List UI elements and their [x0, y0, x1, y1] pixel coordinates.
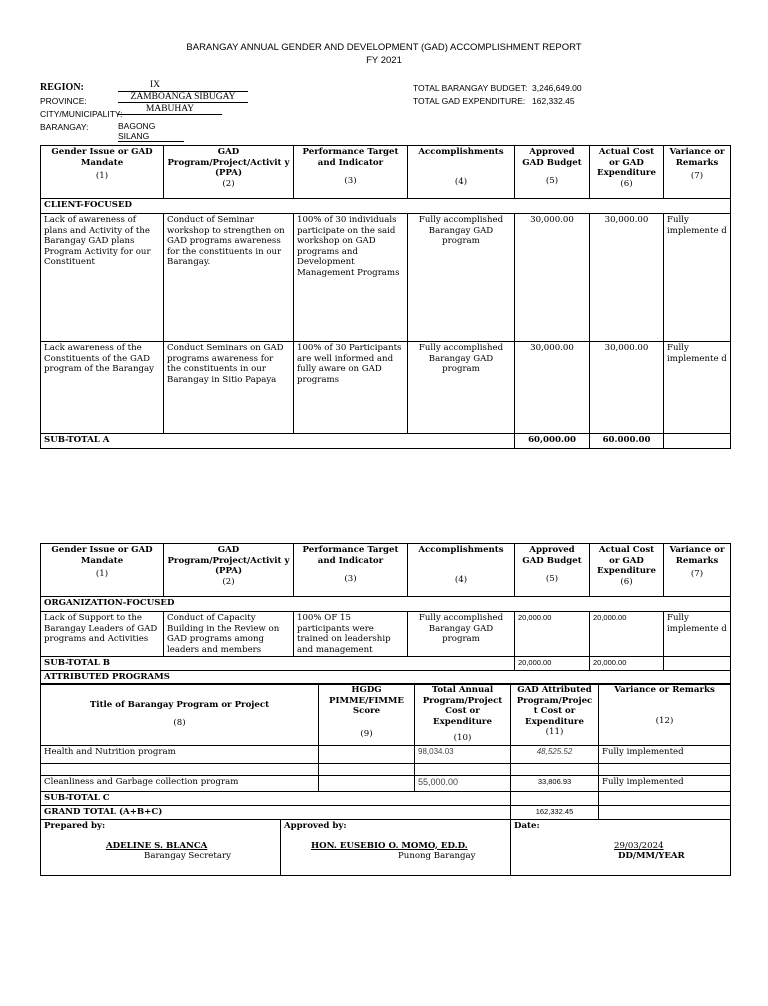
- ppa-cell: Conduct of Capacity Building in the Review on GAD programs among leaders and members: [164, 612, 294, 657]
- section-attributed-programs: ATTRIBUTED PROGRAMS: [41, 671, 731, 685]
- city-value: MABUHAY: [118, 104, 222, 115]
- col-header-variance-remarks: Variance or Remarks (12): [599, 684, 731, 746]
- col-header-attributed-cost: GAD Attributed Program/Projec t Cost or Expenditure (11): [511, 684, 599, 746]
- accomplishment-cell: Fully accomplished Barangay GAD program: [408, 612, 515, 657]
- actual-cell: 30,000.00: [590, 214, 664, 342]
- prepared-by-cell: [41, 820, 281, 875]
- col-header-ppa: GAD Program/Project/Activit y (PPA) (2): [164, 146, 294, 199]
- col-header-total-cost: Total Annual Program/Project Cost or Expenditure (10): [415, 684, 511, 746]
- table-header-row: [41, 544, 731, 597]
- region-value: IX: [149, 80, 161, 90]
- score-cell: [319, 745, 415, 763]
- section-organization-focused: ORGANIZATION-FOCUSED: [41, 597, 731, 612]
- subtotal-b-budget: 20,000.00: [515, 657, 590, 671]
- program-title-cell: Cleanliness and Garbage collection program: [41, 775, 319, 791]
- accomplishment-cell: Fully accomplished Barangay GAD program: [408, 342, 515, 434]
- report-title: BARANGAY ANNUAL GENDER AND DEVELOPMENT (GAD) ACCOMPLISHMENT REPORT: [186, 42, 582, 53]
- table-row: [41, 214, 731, 342]
- table-row: [41, 775, 731, 791]
- col-header-approved-budget: Approved GAD Budget (5): [515, 544, 590, 597]
- table-header-row: [41, 146, 731, 199]
- col-header-approved-budget: Approved GAD Budget (5): [515, 146, 590, 199]
- attributed-cost-cell: 33,806.93: [511, 775, 599, 791]
- organization-focused-table: [40, 543, 731, 685]
- barangay-label: BARANGAY:: [40, 122, 89, 132]
- approved-by-name: HON. EUSEBIO O. MOMO, ED.D.: [311, 840, 468, 851]
- remarks-cell: Fully implemente d: [664, 612, 731, 657]
- issue-cell: Lack of awareness of plans and Activity of the Barangay GAD plans Program Activity for our Constituent: [41, 214, 164, 342]
- subtotal-a-remarks: [664, 434, 731, 449]
- grand-total-remarks: [599, 805, 731, 819]
- subtotal-a-actual: 60.000.00: [590, 434, 664, 449]
- actual-cell: 30,000.00: [590, 342, 664, 434]
- region-label: REGION:: [40, 82, 84, 93]
- col-header-program-title: Title of Barangay Program or Project (8): [41, 684, 319, 746]
- grand-total-row: [41, 805, 731, 819]
- score-cell: [319, 775, 415, 791]
- approved-by-cell: [281, 820, 511, 875]
- total-cost-cell: 55,000.00: [415, 775, 511, 791]
- approved-by-title: Punong Barangay: [398, 851, 476, 861]
- date-label: Date:: [514, 821, 540, 831]
- date-value: 29/03/2024: [614, 840, 664, 851]
- target-cell: 100% of 30 Participants are well informed and fully aware on GAD programs: [294, 342, 408, 434]
- subtotal-c-remarks: [599, 791, 731, 805]
- table-row: [41, 612, 731, 657]
- attributed-cost-cell: 48,525.52: [511, 745, 599, 763]
- prepared-by-name: ADELINE S. BLANCA: [106, 840, 208, 851]
- date-cell: [511, 820, 731, 875]
- attributed-programs-table: [40, 683, 731, 820]
- barangay-value: BAGONG SILANG: [118, 121, 184, 142]
- province-label: PROVINCE:: [40, 96, 87, 106]
- subtotal-b-remarks: [664, 657, 731, 671]
- total-cost-cell: 98,034.03: [415, 745, 511, 763]
- grand-total-label: GRAND TOTAL (A+B+C): [41, 805, 511, 819]
- subtotal-b-actual: 20,000.00: [590, 657, 664, 671]
- ppa-cell: Conduct of Seminar workshop to strengthen on GAD programs awareness for the constituents in our Barangay.: [164, 214, 294, 342]
- city-label: CITY/MUNICIPALITY:: [40, 109, 123, 119]
- col-header-actual-cost: Actual Cost or GAD Expenditure (6): [590, 544, 664, 597]
- col-header-variance: Variance or Remarks (7): [664, 146, 731, 199]
- gad-expenditure-label: TOTAL GAD EXPENDITURE:: [413, 96, 526, 106]
- section-client-focused: CLIENT-FOCUSED: [41, 199, 731, 214]
- table-header-row: [41, 684, 731, 746]
- col-header-variance: Variance or Remarks (7): [664, 544, 731, 597]
- remarks-cell: Fully implemented: [599, 745, 731, 763]
- budget-cell: 30,000.00: [515, 342, 590, 434]
- budget-cell: 30,000.00: [515, 214, 590, 342]
- col-header-actual-cost: Actual Cost or GAD Expenditure (6): [590, 146, 664, 199]
- prepared-by-label: Prepared by:: [44, 821, 106, 831]
- province-value: ZAMBOANGA SIBUGAY: [118, 91, 248, 103]
- table-row: [41, 342, 731, 434]
- client-focused-table: [40, 145, 731, 449]
- grand-total-value: 162,332.45: [511, 805, 599, 819]
- date-format: DD/MM/YEAR: [618, 851, 685, 861]
- subtotal-a-label: SUB-TOTAL A: [41, 434, 515, 449]
- actual-cell: 20,000.00: [590, 612, 664, 657]
- target-cell: 100% OF 15 participants were trained on leadership and management: [294, 612, 408, 657]
- issue-cell: Lack of Support to the Barangay Leaders of GAD programs and Activities: [41, 612, 164, 657]
- col-header-accomplishments: Accomplishments (4): [408, 544, 515, 597]
- subtotal-c-value: [511, 791, 599, 805]
- table-row: [41, 745, 731, 763]
- col-header-mandate: Gender Issue or GAD Mandate (1): [41, 146, 164, 199]
- target-cell: 100% of 30 individuals participate on the said workshop on GAD programs and Development Management Programs: [294, 214, 408, 342]
- prepared-by-title: Barangay Secretary: [144, 851, 231, 861]
- col-header-mandate: Gender Issue or GAD Mandate (1): [41, 544, 164, 597]
- subtotal-c-label: SUB-TOTAL C: [41, 791, 511, 805]
- remarks-cell: Fully implemente d: [664, 214, 731, 342]
- approved-by-label: Approved by:: [284, 821, 347, 831]
- budget-cell: 20,000.00: [515, 612, 590, 657]
- signature-table: [40, 820, 731, 876]
- remarks-cell: Fully implemented: [599, 775, 731, 791]
- budget-value: 3,246,649.00: [532, 83, 582, 93]
- col-header-target: Performance Target and Indicator (3): [294, 544, 408, 597]
- subtotal-b-row: [41, 657, 731, 671]
- program-title-cell: Health and Nutrition program: [41, 745, 319, 763]
- gad-expenditure-value: 162,332.45: [532, 96, 575, 106]
- ppa-cell: Conduct Seminars on GAD programs awareness for the constituents in our Barangay in Sitio Papaya: [164, 342, 294, 434]
- report-fiscal-year: FY 2021: [366, 55, 402, 66]
- issue-cell: Lack awareness of the Constituents of the GAD program of the Barangay: [41, 342, 164, 434]
- accomplishment-cell: Fully accomplished Barangay GAD program: [408, 214, 515, 342]
- budget-label: TOTAL BARANGAY BUDGET:: [413, 83, 528, 93]
- col-header-accomplishments: Accomplishments (4): [408, 146, 515, 199]
- subtotal-c-row: [41, 791, 731, 805]
- col-header-hgdg-score: HGDG PIMME/FIMME Score (9): [319, 684, 415, 746]
- remarks-cell: Fully implemente d: [664, 342, 731, 434]
- col-header-target: Performance Target and Indicator (3): [294, 146, 408, 199]
- col-header-ppa: GAD Program/Project/Activit y (PPA) (2): [164, 544, 294, 597]
- subtotal-a-row: [41, 434, 731, 449]
- subtotal-b-label: SUB-TOTAL B: [41, 657, 515, 671]
- subtotal-a-budget: 60,000.00: [515, 434, 590, 449]
